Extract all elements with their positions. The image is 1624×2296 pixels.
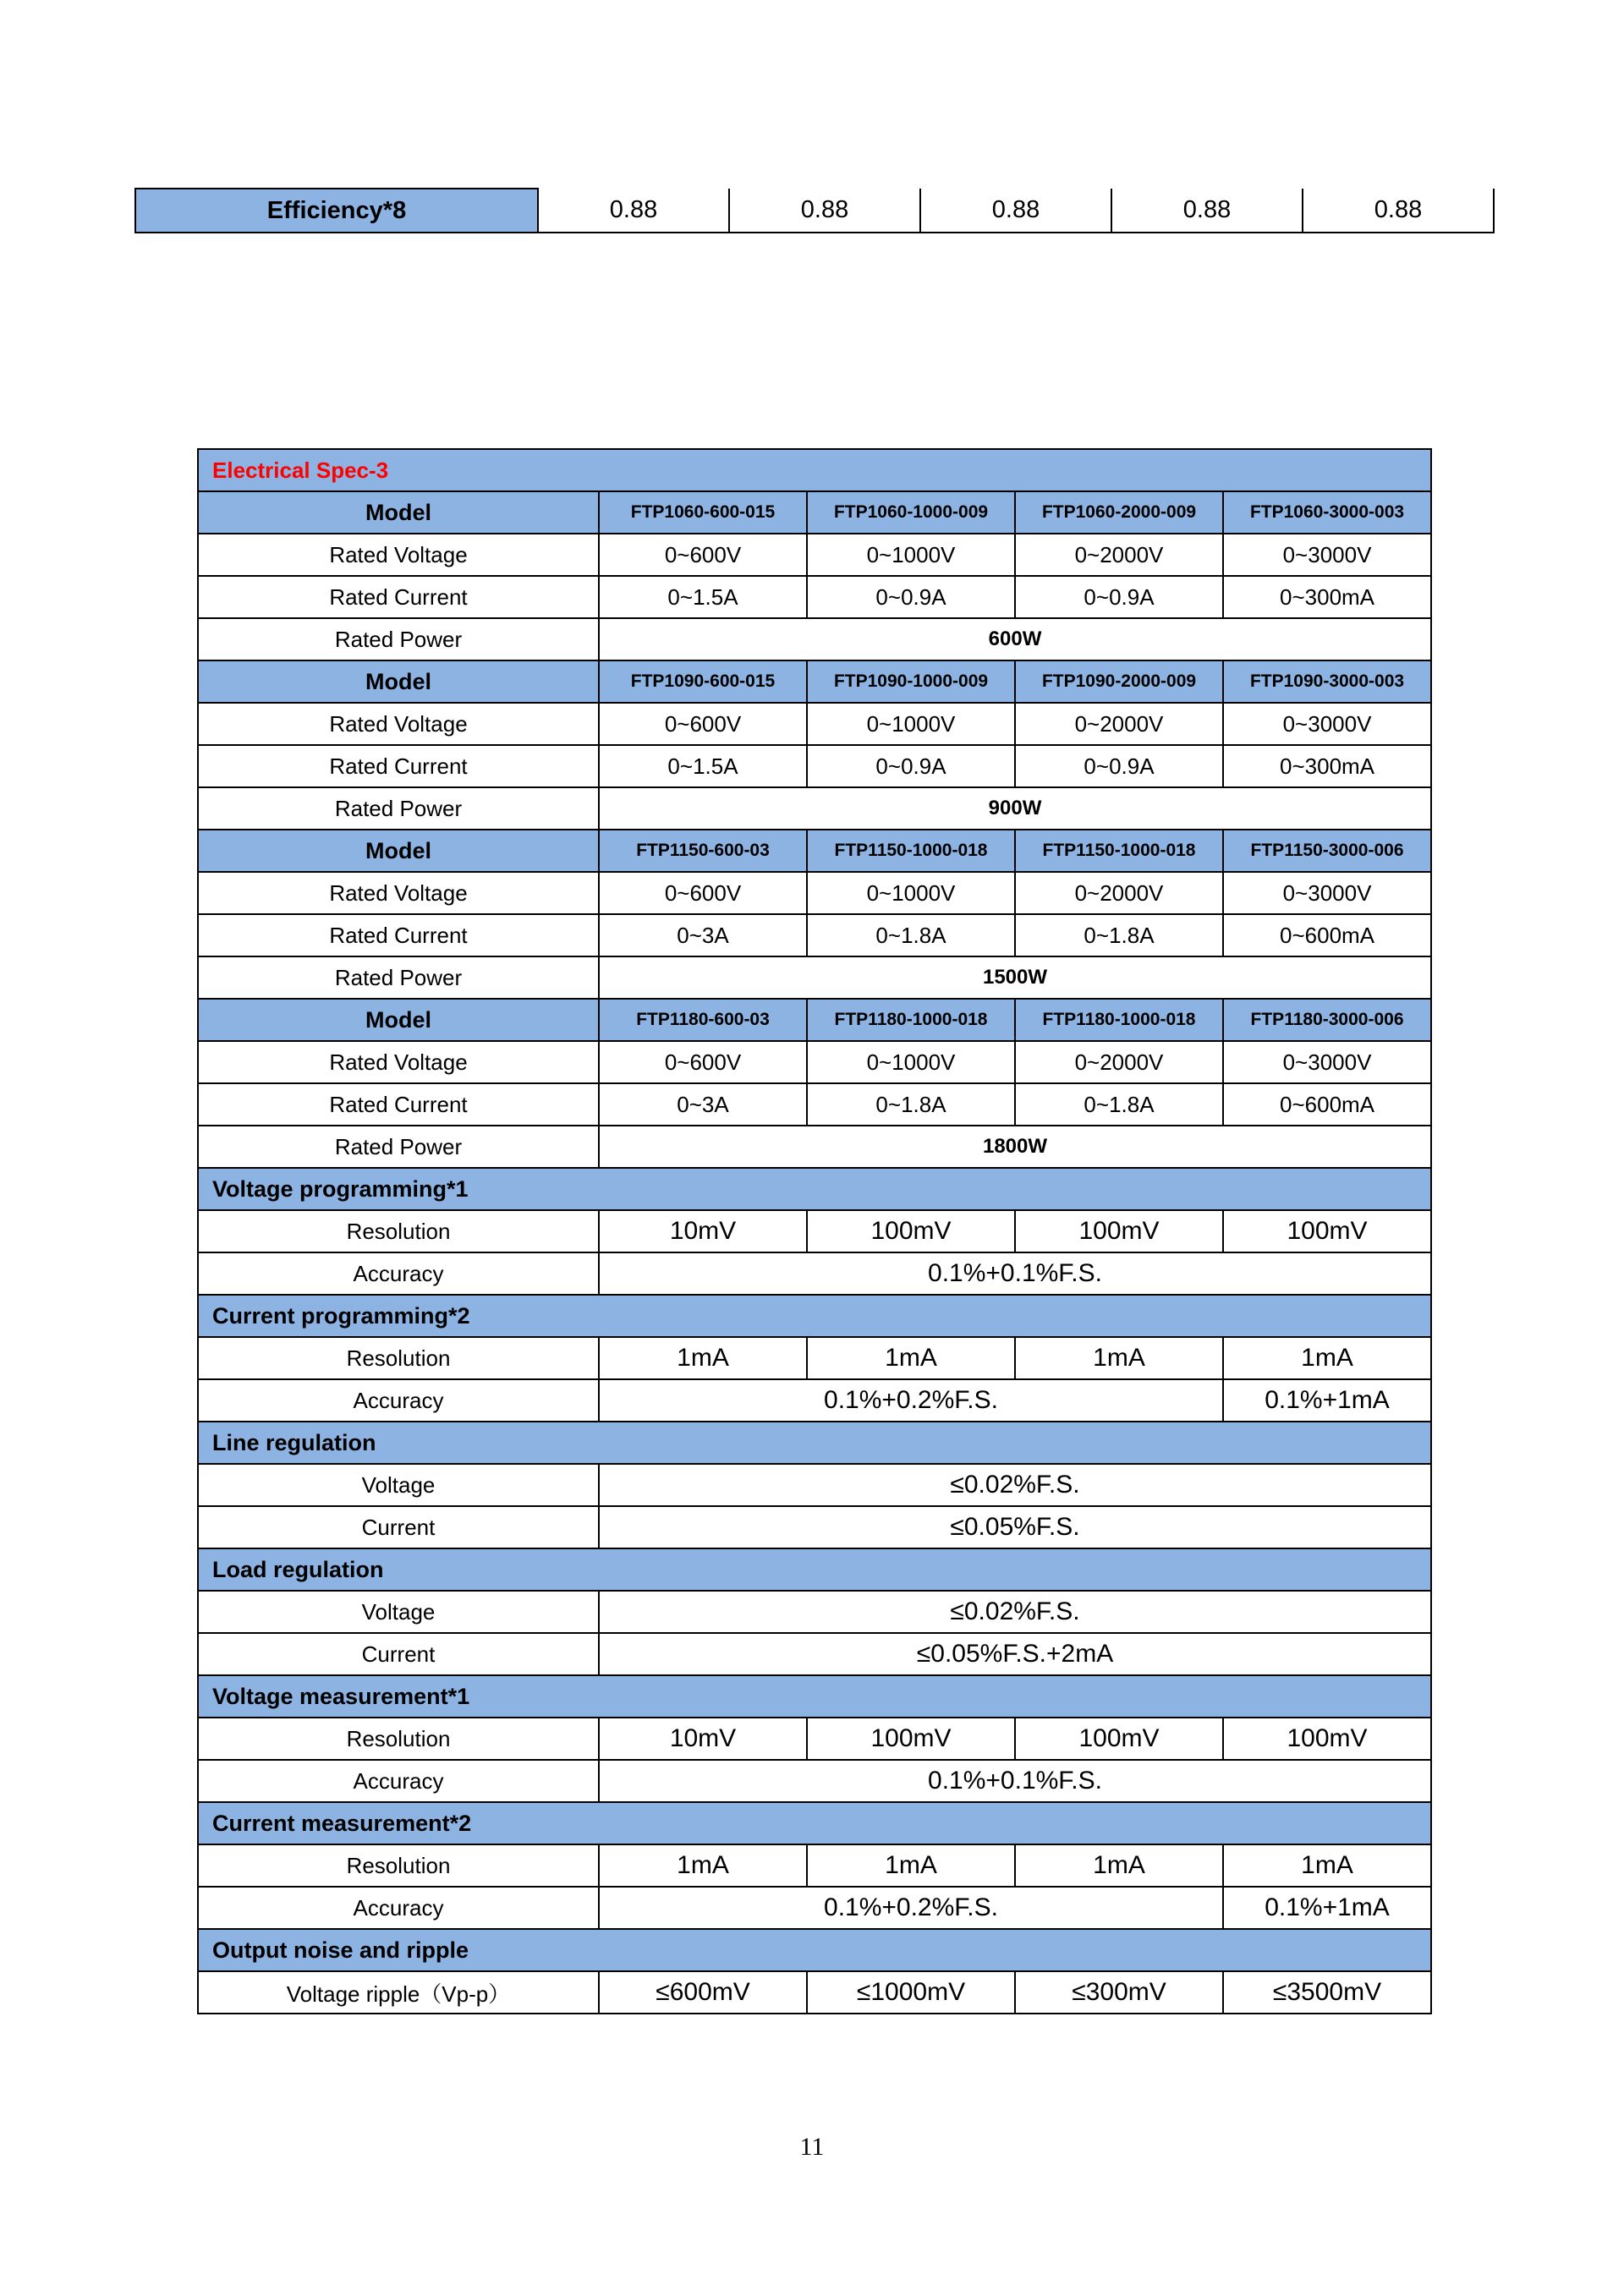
rated-voltage-value: 0~2000V: [1015, 872, 1223, 914]
model-name: FTP1180-1000-018: [1015, 999, 1223, 1041]
accuracy-value: 0.1%+0.2%F.S.: [599, 1887, 1223, 1929]
accuracy-label: Accuracy: [198, 1760, 599, 1802]
section-header-row: [198, 1929, 1431, 1971]
rated-voltage-row: [198, 534, 1431, 576]
rated-current-value: 0~1.5A: [599, 576, 807, 618]
efficiency-row: [135, 189, 1494, 233]
rated-current-value: 0~3A: [599, 1083, 807, 1126]
model-name: FTP1060-1000-009: [807, 491, 1015, 534]
section-header-row: [198, 1295, 1431, 1337]
ripple-title: Output noise and ripple: [198, 1929, 1431, 1971]
section-header-row: [198, 1802, 1431, 1844]
load-regulation-current-row: [198, 1633, 1431, 1675]
load-regulation-voltage-value: ≤0.02%F.S.: [599, 1591, 1431, 1633]
section-header-row: [198, 1675, 1431, 1718]
model-row: [198, 999, 1431, 1041]
electrical-spec-table: [197, 448, 1432, 2014]
accuracy-label: Accuracy: [198, 1379, 599, 1422]
resolution-value: 10mV: [599, 1718, 807, 1760]
resolution-row: [198, 1844, 1431, 1887]
model-name: FTP1180-600-03: [599, 999, 807, 1041]
rated-current-value: 0~600mA: [1223, 914, 1431, 956]
resolution-value: 100mV: [1015, 1210, 1223, 1252]
efficiency-table: [134, 188, 1495, 233]
model-row: [198, 491, 1431, 534]
load-regulation-title: Load regulation: [198, 1548, 1431, 1591]
rated-current-row: [198, 745, 1431, 787]
rated-current-label: Rated Current: [198, 745, 599, 787]
voltage-ripple-row: [198, 1971, 1431, 2014]
accuracy-row: [198, 1252, 1431, 1295]
model-name: FTP1150-3000-006: [1223, 830, 1431, 872]
line-regulation-current-value: ≤0.05%F.S.: [599, 1506, 1431, 1548]
accuracy-label: Accuracy: [198, 1252, 599, 1295]
resolution-value: 1mA: [599, 1337, 807, 1379]
line-regulation-current-row: [198, 1506, 1431, 1548]
rated-current-label: Rated Current: [198, 1083, 599, 1126]
rated-voltage-value: 0~3000V: [1223, 534, 1431, 576]
rated-power-value: 900W: [599, 787, 1431, 830]
model-row: [198, 830, 1431, 872]
voltage-ripple-value: ≤600mV: [599, 1971, 807, 2014]
rated-voltage-label: Rated Voltage: [198, 534, 599, 576]
model-name: FTP1060-2000-009: [1015, 491, 1223, 534]
model-name: FTP1150-600-03: [599, 830, 807, 872]
resolution-row: [198, 1337, 1431, 1379]
rated-power-label: Rated Power: [198, 787, 599, 830]
rated-voltage-label: Rated Voltage: [198, 872, 599, 914]
rated-voltage-row: [198, 703, 1431, 745]
rated-voltage-value: 0~2000V: [1015, 534, 1223, 576]
resolution-value: 1mA: [1015, 1337, 1223, 1379]
spec-title-row: [198, 449, 1431, 491]
rated-power-row: [198, 618, 1431, 660]
line-regulation-voltage-value: ≤0.02%F.S.: [599, 1464, 1431, 1506]
rated-current-row: [198, 1083, 1431, 1126]
spec-title: Electrical Spec-3: [198, 449, 1431, 491]
rated-power-label: Rated Power: [198, 1126, 599, 1168]
model-row: [198, 660, 1431, 703]
model-name: FTP1180-3000-006: [1223, 999, 1431, 1041]
rated-current-value: 0~1.8A: [1015, 1083, 1223, 1126]
model-name: FTP1180-1000-018: [807, 999, 1015, 1041]
efficiency-value: 0.88: [538, 189, 729, 233]
resolution-value: 1mA: [599, 1844, 807, 1887]
section-header-row: [198, 1168, 1431, 1210]
rated-power-row: [198, 1126, 1431, 1168]
rated-current-value: 0~1.5A: [599, 745, 807, 787]
rated-current-row: [198, 914, 1431, 956]
voltage-ripple-label: Voltage ripple（Vp-p）: [198, 1971, 599, 2014]
rated-power-value: 600W: [599, 618, 1431, 660]
rated-voltage-value: 0~1000V: [807, 534, 1015, 576]
current-label: Current: [198, 1633, 599, 1675]
accuracy-value-last: 0.1%+1mA: [1223, 1887, 1431, 1929]
rated-voltage-label: Rated Voltage: [198, 1041, 599, 1083]
rated-power-label: Rated Power: [198, 956, 599, 999]
resolution-value: 100mV: [807, 1718, 1015, 1760]
voltage-ripple-value: ≤3500mV: [1223, 1971, 1431, 2014]
current-measurement-title: Current measurement*2: [198, 1802, 1431, 1844]
rated-power-value: 1800W: [599, 1126, 1431, 1168]
current-programming-title: Current programming*2: [198, 1295, 1431, 1337]
rated-voltage-value: 0~3000V: [1223, 872, 1431, 914]
accuracy-value: 0.1%+0.2%F.S.: [599, 1379, 1223, 1422]
efficiency-value: 0.88: [1303, 189, 1494, 233]
resolution-value: 100mV: [1223, 1210, 1431, 1252]
rated-current-value: 0~300mA: [1223, 576, 1431, 618]
efficiency-label: Efficiency*8: [135, 189, 538, 233]
model-name: FTP1090-3000-003: [1223, 660, 1431, 703]
rated-current-label: Rated Current: [198, 576, 599, 618]
accuracy-row: [198, 1760, 1431, 1802]
accuracy-row: [198, 1887, 1431, 1929]
rated-current-value: 0~600mA: [1223, 1083, 1431, 1126]
resolution-value: 1mA: [1223, 1844, 1431, 1887]
model-name: FTP1090-1000-009: [807, 660, 1015, 703]
rated-current-value: 0~3A: [599, 914, 807, 956]
rated-power-row: [198, 787, 1431, 830]
voltage-measurement-title: Voltage measurement*1: [198, 1675, 1431, 1718]
voltage-label: Voltage: [198, 1464, 599, 1506]
line-regulation-title: Line regulation: [198, 1422, 1431, 1464]
resolution-value: 100mV: [1015, 1718, 1223, 1760]
rated-voltage-value: 0~1000V: [807, 1041, 1015, 1083]
resolution-label: Resolution: [198, 1337, 599, 1379]
model-name: FTP1150-1000-018: [807, 830, 1015, 872]
model-name: FTP1060-600-015: [599, 491, 807, 534]
rated-voltage-value: 0~2000V: [1015, 703, 1223, 745]
accuracy-value: 0.1%+0.1%F.S.: [599, 1760, 1431, 1802]
accuracy-label: Accuracy: [198, 1887, 599, 1929]
rated-voltage-label: Rated Voltage: [198, 703, 599, 745]
rated-current-value: 0~0.9A: [1015, 745, 1223, 787]
efficiency-value: 0.88: [729, 189, 920, 233]
resolution-value: 1mA: [1223, 1337, 1431, 1379]
resolution-value: 1mA: [1015, 1844, 1223, 1887]
rated-voltage-value: 0~1000V: [807, 703, 1015, 745]
accuracy-value: 0.1%+0.1%F.S.: [599, 1252, 1431, 1295]
efficiency-value: 0.88: [920, 189, 1111, 233]
line-regulation-voltage-row: [198, 1464, 1431, 1506]
accuracy-row: [198, 1379, 1431, 1422]
rated-current-value: 0~1.8A: [1015, 914, 1223, 956]
rated-current-value: 0~0.9A: [807, 576, 1015, 618]
current-label: Current: [198, 1506, 599, 1548]
rated-voltage-value: 0~1000V: [807, 872, 1015, 914]
rated-power-value: 1500W: [599, 956, 1431, 999]
rated-voltage-value: 0~3000V: [1223, 1041, 1431, 1083]
rated-voltage-value: 0~2000V: [1015, 1041, 1223, 1083]
model-label: Model: [198, 830, 599, 872]
voltage-label: Voltage: [198, 1591, 599, 1633]
rated-power-label: Rated Power: [198, 618, 599, 660]
resolution-value: 1mA: [807, 1337, 1015, 1379]
voltage-ripple-value: ≤1000mV: [807, 1971, 1015, 2014]
section-header-row: [198, 1422, 1431, 1464]
rated-voltage-row: [198, 1041, 1431, 1083]
efficiency-value: 0.88: [1111, 189, 1303, 233]
rated-current-value: 0~300mA: [1223, 745, 1431, 787]
load-regulation-current-value: ≤0.05%F.S.+2mA: [599, 1633, 1431, 1675]
resolution-value: 1mA: [807, 1844, 1015, 1887]
rated-voltage-row: [198, 872, 1431, 914]
resolution-label: Resolution: [198, 1210, 599, 1252]
model-label: Model: [198, 660, 599, 703]
rated-current-value: 0~0.9A: [1015, 576, 1223, 618]
voltage-programming-title: Voltage programming*1: [198, 1168, 1431, 1210]
rated-power-row: [198, 956, 1431, 999]
rated-current-label: Rated Current: [198, 914, 599, 956]
rated-current-value: 0~0.9A: [807, 745, 1015, 787]
resolution-row: [198, 1210, 1431, 1252]
rated-voltage-value: 0~600V: [599, 534, 807, 576]
rated-voltage-value: 0~3000V: [1223, 703, 1431, 745]
resolution-value: 100mV: [1223, 1718, 1431, 1760]
accuracy-value-last: 0.1%+1mA: [1223, 1379, 1431, 1422]
resolution-label: Resolution: [198, 1718, 599, 1760]
model-label: Model: [198, 491, 599, 534]
model-name: FTP1060-3000-003: [1223, 491, 1431, 534]
load-regulation-voltage-row: [198, 1591, 1431, 1633]
rated-voltage-value: 0~600V: [599, 1041, 807, 1083]
resolution-row: [198, 1718, 1431, 1760]
resolution-label: Resolution: [198, 1844, 599, 1887]
resolution-value: 100mV: [807, 1210, 1015, 1252]
model-name: FTP1150-1000-018: [1015, 830, 1223, 872]
resolution-value: 10mV: [599, 1210, 807, 1252]
model-name: FTP1090-600-015: [599, 660, 807, 703]
page-number: 11: [799, 2133, 825, 2161]
rated-current-value: 0~1.8A: [807, 1083, 1015, 1126]
voltage-ripple-value: ≤300mV: [1015, 1971, 1223, 2014]
model-label: Model: [198, 999, 599, 1041]
section-header-row: [198, 1548, 1431, 1591]
model-name: FTP1090-2000-009: [1015, 660, 1223, 703]
rated-voltage-value: 0~600V: [599, 872, 807, 914]
rated-voltage-value: 0~600V: [599, 703, 807, 745]
rated-current-value: 0~1.8A: [807, 914, 1015, 956]
rated-current-row: [198, 576, 1431, 618]
